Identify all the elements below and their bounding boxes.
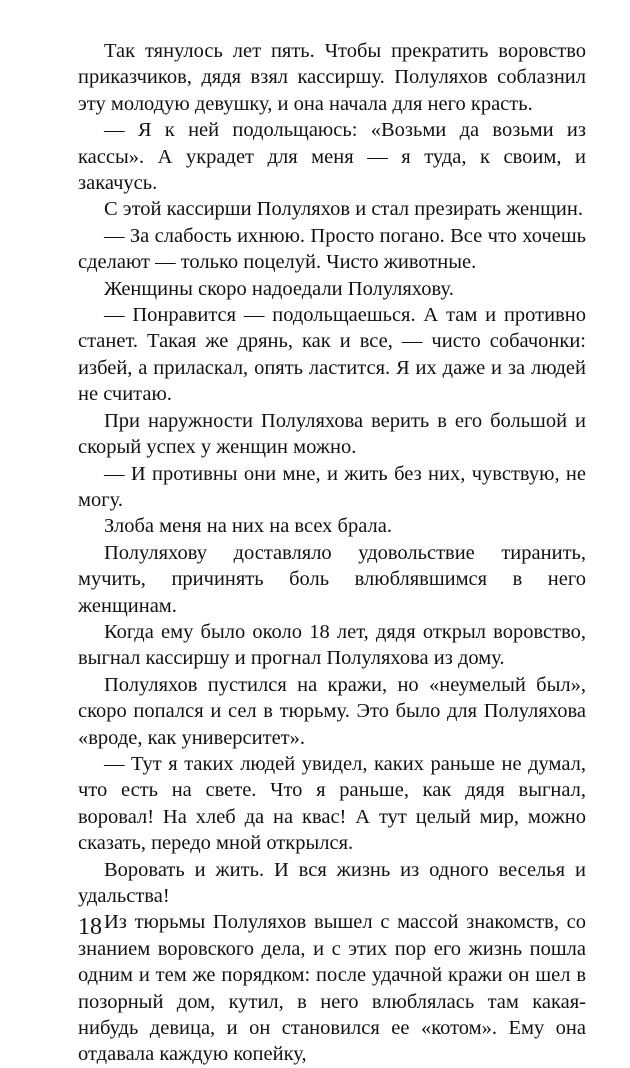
paragraph-1: Так тянулось лет пять. Чтобы прекратить воровство приказчиков, дядя взял кассиршу. Полуляхов соблазнил эту молодую девушку, и она начала для него красть. (78, 40, 586, 115)
paragraph-3: С этой кассирши Полуляхов и стал презирать женщин. (104, 198, 583, 221)
page-number: 18 (78, 914, 102, 940)
paragraph-6: — Понравится — подольщаешься. А там и противно станет. Такая же дрянь, как и все, — чисто собачонки: избей, а приласкал, опять ластится. Я их даже и за людей не считаю. (78, 304, 586, 406)
paragraph-15: Из тюрьмы Полуляхов вышел с массой знакомств, со знанием воровского дела, и с этих пор его жизнь пошла одним и тем же порядком: после удачной кражи он шел в позорный дом, кутил, в него влюблялась там какая-нибудь девица, и он становился ее «котом». Ему она отдавала каждую копейку, (78, 911, 586, 1066)
paragraph-4: — За слабость ихнюю. Просто погано. Все что хочешь сделают — только поцелуй. Чисто животные. (78, 224, 586, 274)
body-text (78, 38, 586, 1068)
paragraph-7: При наружности Полуляхова верить в его большой и скорый успех у женщин можно. (78, 409, 586, 459)
paragraph-10: Полуляхову доставляло удовольствие тиранить, мучить, причинять боль влюблявшимся в него женщинам. (78, 541, 586, 617)
paragraph-11: Когда ему было около 18 лет, дядя открыл воровство, выгнал кассиршу и прогнал Полуляхова из дому. (78, 620, 586, 670)
paragraph-8: — И противны они мне, и жить без них, чувствую, не могу. (78, 462, 586, 511)
paragraph-14: Воровать и жить. И вся жизнь из одного веселья и удальства! (78, 858, 586, 907)
paragraph-13: — Тут я таких людей увидел, каких раньше не думал, что есть на свете. Что я раньше, как дядя выгнал, воровал! На хлеб да на квас! А тут целый мир, можно сказать, передо мной открылся. (78, 752, 586, 855)
paragraph-5: Женщины скоро надоедали Полуляхову. (104, 277, 454, 300)
paragraph-2: — Я к ней подольщаюсь: «Возьми да возьми из кассы». А украдет для меня — я туда, к своим, и закачусь. (78, 119, 586, 195)
paragraph-9: Злоба меня на них на всех брала. (104, 515, 392, 538)
paragraph-12: Полуляхов пустился на кражи, но «неумелый был», скоро попался и сел в тюрьму. Это было для Полуляхова «вроде, как университет». (78, 673, 586, 749)
